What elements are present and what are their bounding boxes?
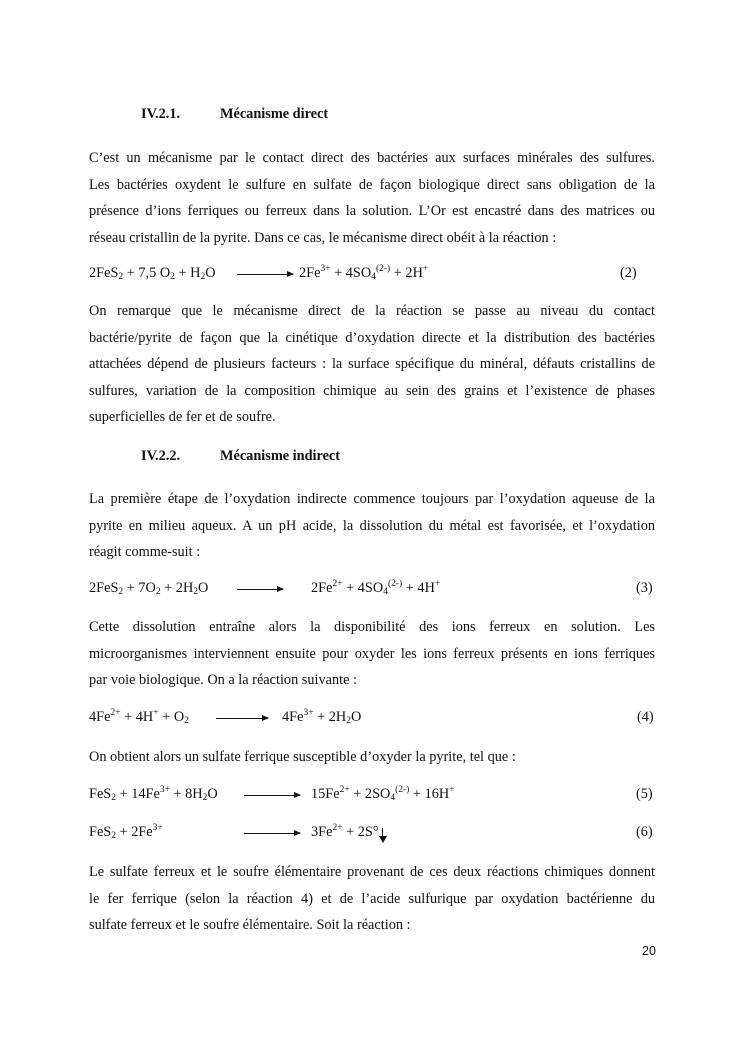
paragraph-line: microorganismes interviennent ensuite pour oxyder les ions ferreux présents en ions ferriques bbox=[89, 645, 655, 662]
paragraph-line: réagit comme-suit : bbox=[89, 544, 201, 560]
reaction-arrow bbox=[216, 718, 268, 719]
paragraph-line: le fer ferrique (selon la réaction 4) et de l’acide sulfurique par oxydation bactérienne du bbox=[89, 890, 655, 907]
paragraph-line: Cette dissolution entraîne alors la disponibilité des ions ferreux en solution. Les bbox=[89, 619, 655, 635]
paragraph-line: C’est un mécanisme par le contact direct des bactéries aux surfaces minérales des sulfures. bbox=[89, 150, 655, 166]
equation-reactants: 2FeS$_2$ + 7,5 $O_2 + H_2O$ bbox=[89, 265, 216, 282]
paragraph-line: superficielles de fer et de soufre. bbox=[89, 409, 276, 425]
precipitate-arrow-icon bbox=[380, 828, 386, 842]
equation-2 bbox=[89, 265, 655, 285]
equation-5 bbox=[89, 786, 655, 806]
equation-products: $2Fe^{3+} + 4SO_4^{(2-)} + 2H^+$ bbox=[299, 264, 429, 282]
paragraph-line: Le sulfate ferreux et le soufre élémentaire provenant de ces deux réactions chimiques donnent bbox=[89, 864, 655, 880]
paragraph-line: attachées dépend de plusieurs facteurs : la surface spécifique du minéral, défauts cristallins de bbox=[89, 356, 655, 372]
paragraph-line: Les bactéries oxydent le sulfure en sulfate de façon biologique direct sans obligation de la bbox=[89, 176, 655, 193]
section-heading-direct bbox=[141, 106, 328, 123]
reaction-arrow bbox=[237, 274, 293, 275]
equation-products: $4Fe^{3+} + 2H_2O$ bbox=[282, 708, 362, 726]
paragraph-line: On obtient alors un sulfate ferrique susceptible d’oxyder la pyrite, tel que : bbox=[89, 749, 516, 765]
equation-6 bbox=[89, 824, 655, 844]
paragraph-line: On remarque que le mécanisme direct de la réaction se passe au niveau du contact bbox=[89, 303, 655, 319]
reaction-arrow bbox=[237, 589, 283, 590]
section-title: Mécanisme direct bbox=[220, 106, 329, 122]
paragraph-line: sulfate ferreux et le soufre élémentaire. Soit la réaction : bbox=[89, 917, 411, 933]
equation-number: (5) bbox=[636, 786, 653, 802]
paragraph-line: sulfures, variation de la composition chimique au sein des grains et l’existence de phases bbox=[89, 382, 655, 399]
paragraph-indirect-first-step bbox=[89, 486, 655, 566]
equation-reactants: $FeS_2 + 2Fe^{3+}$ bbox=[89, 823, 163, 841]
equation-number: (4) bbox=[637, 709, 654, 725]
paragraph-line: par voie biologique. On a la réaction suivante : bbox=[89, 672, 357, 688]
paragraph-direct-mechanism bbox=[89, 145, 655, 251]
reaction-arrow bbox=[244, 795, 300, 796]
equation-reactants: $4Fe^{2+} + 4H^+ + O_2$ bbox=[89, 708, 189, 726]
section-number: IV.2.2. bbox=[141, 448, 181, 464]
equation-products: $2Fe^{2+} + 4SO_4^{(2-)} + 4H^+$ bbox=[311, 579, 441, 597]
paragraph-line: présence d’ions ferriques ou ferreux dans la solution. L’Or est encastré dans des matrices ou bbox=[89, 203, 655, 219]
equation-number: (2) bbox=[620, 265, 637, 281]
section-title: Mécanisme indirect bbox=[220, 448, 341, 464]
paragraph-line: La première étape de l’oxydation indirecte commence toujours par l’oxydation aqueuse de la bbox=[89, 491, 655, 507]
paragraph-ferric-sulfate bbox=[89, 744, 655, 771]
equation-reactants: $2FeS_2 + 7O_2 + 2H_2O$ bbox=[89, 580, 209, 597]
paragraph-line: réseau cristallin de la pyrite. Dans ce cas, le mécanisme direct obéit à la réaction : bbox=[89, 229, 557, 246]
section-heading-indirect bbox=[141, 448, 340, 465]
page-number: 20 bbox=[642, 944, 656, 958]
equation-products: $15Fe^{2+} + 2SO_4^{(2-)} + 16H^+$ bbox=[311, 785, 455, 803]
paragraph-sulfuric-acid bbox=[89, 859, 655, 939]
equation-products: $3Fe^{2+} + 2S^\circ$ bbox=[311, 824, 386, 842]
paragraph-line: bactérie/pyrite de façon que la cinétique d’oxydation directe et la distribution des bactéries bbox=[89, 329, 655, 346]
equation-reactants: $FeS_2 + 14Fe^{3+} + 8H_2O$ bbox=[89, 785, 218, 803]
section-number: IV.2.1. bbox=[141, 106, 181, 122]
equation-number: (3) bbox=[636, 580, 653, 596]
equation-3 bbox=[89, 580, 655, 600]
equation-4 bbox=[89, 709, 655, 729]
paragraph-line: pyrite en milieu aqueux. A un pH acide, la dissolution du métal est favorisée, et l’oxydation bbox=[89, 517, 655, 534]
paragraph-direct-remarks bbox=[89, 298, 655, 431]
reaction-arrow bbox=[244, 833, 300, 834]
equation-number: (6) bbox=[636, 824, 653, 840]
paragraph-dissolution bbox=[89, 614, 655, 694]
